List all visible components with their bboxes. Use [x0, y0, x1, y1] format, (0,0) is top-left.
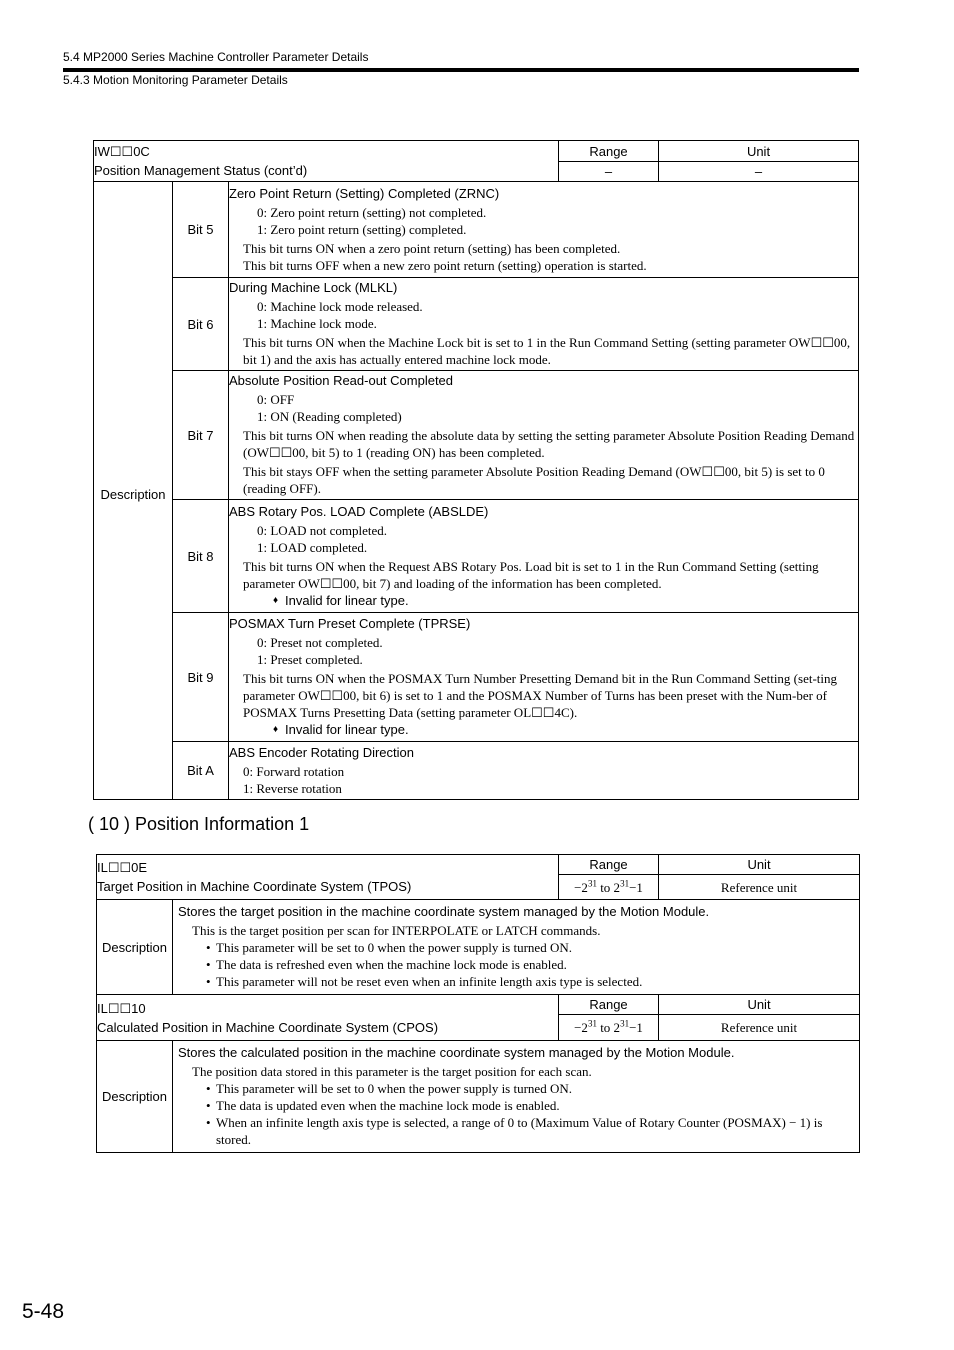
- bit-option: 1: Preset completed.: [257, 652, 363, 667]
- bit-option: 0: Zero point return (setting) not completed.: [257, 204, 487, 220]
- register-id: IW☐☐0C: [94, 144, 150, 159]
- bit-description: [229, 182, 859, 278]
- parameter-name: Position Management Status (cont’d): [94, 163, 308, 178]
- bit-text: This bit turns ON when reading the absolute data by setting the setting parameter Absolute Position Reading Demand (OW☐☐00, bit 5) to 1 (reading ON) has been completed.: [243, 428, 855, 460]
- bit-option: 0: LOAD not completed.: [257, 522, 387, 538]
- bit-option: 0: OFF: [257, 392, 295, 407]
- bit-option: 1: Reverse rotation: [243, 780, 342, 796]
- parameter-name: Target Position in Machine Coordinate System (TPOS): [97, 879, 412, 894]
- description-lead: Stores the target position in the machine coordinate system managed by the Motion Module.: [178, 903, 710, 919]
- bit-option: 1: Zero point return (setting) completed.: [257, 221, 467, 237]
- bit-description: [229, 500, 859, 613]
- register-cell: [94, 141, 559, 182]
- description-lead: Stores the calculated position in the machine coordinate system managed by the Motion Module.: [178, 1044, 735, 1060]
- unit-header: Unit: [659, 995, 860, 1015]
- bullet-text: The data is updated even when the machine lock mode is enabled.: [216, 1097, 560, 1113]
- bullet-item: • The data is refreshed even when the machine lock mode is enabled.: [206, 956, 567, 972]
- page-number: 5-48: [22, 1300, 65, 1323]
- range-header: Range: [559, 855, 659, 875]
- header-section: 5.4 MP2000 Series Machine Controller Parameter Details: [63, 50, 369, 64]
- unit-value: –: [659, 162, 859, 182]
- note-text: Invalid for linear type.: [285, 592, 409, 608]
- range-value: [559, 1015, 659, 1041]
- bullet-text: The data is refreshed even when the machine lock mode is enabled.: [216, 956, 567, 972]
- bit-label: Bit 9: [173, 613, 229, 742]
- bit-label: Bit 6: [173, 278, 229, 371]
- unit-value: Reference unit: [659, 875, 860, 900]
- bit-text: This bit turns ON when the Request ABS Rotary Pos. Load bit is set to 1 in the Run Command Setting (setting parameter OW☐☐00, bit 7) and loading of the information has been completed.: [243, 558, 819, 591]
- range-value: –: [559, 162, 659, 182]
- bit-description: [229, 278, 859, 371]
- parameter-name: Calculated Position in Machine Coordinate System (CPOS): [97, 1019, 439, 1035]
- bullet-item: • This parameter will be set to 0 when the power supply is turned ON.: [206, 1080, 572, 1096]
- section-heading: ( 10 ) Position Information 1: [88, 814, 310, 834]
- bullet-text: This parameter will not be reset even when an infinite length axis type is selected.: [216, 973, 643, 989]
- description-label: Description: [97, 900, 173, 995]
- bullet-item: • This parameter will be set to 0 when the power supply is turned ON.: [206, 939, 572, 955]
- description-cell: [173, 900, 860, 995]
- bit-option: 1: Machine lock mode.: [257, 316, 377, 331]
- bit-text: This bit turns ON when the POSMAX Turn Number Presetting Demand bit in the Run Command Setting (set-ting parameter OW☐☐00, bit 6) is set to 1 and the POSMAX Number of Turns has been preset with the Num-ber of POSMAX Turns Presetting Data (setting parameter OL☐☐4C).: [243, 671, 838, 720]
- bit-label: Bit 5: [173, 182, 229, 278]
- range-header: Range: [559, 141, 659, 162]
- range-value-text: $-2^{31}$ to $2^{31}-1$: [574, 878, 643, 895]
- bit-note: [229, 721, 858, 738]
- bit-description: [229, 371, 859, 500]
- bit-title: During Machine Lock (MLKL): [229, 280, 398, 295]
- bullet-text: When an infinite length axis type is selected, a range of 0 to (Maximum Value of Rotary Counter (POSMAX) − 1) is stored.: [216, 1114, 823, 1147]
- bit-text: This bit stays OFF when the setting parameter Absolute Position Reading Demand (OW☐☐00, bit 5) is set to 0 (reading OFF).: [243, 464, 825, 496]
- bit-title: ABS Rotary Pos. LOAD Complete (ABSLDE): [229, 503, 489, 519]
- bit-text: This bit turns ON when the Machine Lock bit is set to 1 in the Run Command Setting (setting parameter OW☐☐00, bit 1) and the axis has actually entered machine lock mode.: [243, 335, 851, 367]
- bit-option: 0: Machine lock mode released.: [257, 299, 423, 314]
- bullet-item: • This parameter will not be reset even when an infinite length axis type is selected.: [206, 973, 643, 989]
- description-label: Description: [97, 1041, 173, 1153]
- bullet-text: This parameter will be set to 0 when the power supply is turned ON.: [216, 939, 572, 955]
- bit-option: 1: LOAD completed.: [257, 539, 368, 555]
- unit-header: Unit: [659, 141, 859, 162]
- register-cell: [97, 855, 559, 900]
- bit-description: [229, 742, 859, 800]
- range-value: [559, 875, 659, 900]
- bit-text: This bit turns ON when a zero point return (setting) has been completed.: [243, 240, 621, 256]
- bullet-item: • The data is updated even when the machine lock mode is enabled.: [206, 1097, 560, 1113]
- bit-label: Bit A: [173, 742, 229, 800]
- range-header: Range: [559, 995, 659, 1015]
- position-info-table: [96, 854, 860, 1153]
- bit-title: Absolute Position Read-out Completed: [229, 373, 454, 388]
- bit-title: POSMAX Turn Preset Complete (TPRSE): [229, 616, 471, 631]
- description-cell: [173, 1041, 860, 1153]
- unit-value: Reference unit: [659, 1015, 860, 1041]
- range-value-text: $-2^{31}$ to $2^{31}-1$: [574, 1018, 643, 1035]
- bit-label: Bit 8: [173, 500, 229, 613]
- description-sub: This is the target position per scan for INTERPOLATE or LATCH commands.: [192, 922, 601, 938]
- position-status-table: [93, 140, 859, 800]
- register-id: IL☐☐10: [97, 1000, 146, 1016]
- register-id: IL☐☐0E: [97, 860, 148, 875]
- bit-title: Zero Point Return (Setting) Completed (ZRNC): [229, 185, 500, 201]
- bit-description: [229, 613, 859, 742]
- description-sub: The position data stored in this parameter is the target position for each scan.: [192, 1063, 592, 1079]
- bit-option: 0: Preset not completed.: [257, 635, 383, 650]
- bit-option: 1: ON (Reading completed): [257, 409, 402, 424]
- bullet-text: This parameter will be set to 0 when the power supply is turned ON.: [216, 1080, 572, 1096]
- description-label: Description: [94, 182, 173, 800]
- diamond-icon: ♦: [273, 724, 279, 735]
- bullet-item: • When an infinite length axis type is selected, a range of 0 to (Maximum Value of Rotary Counter (POSMAX) − 1) is stored.: [206, 1114, 823, 1147]
- bit-label: Bit 7: [173, 371, 229, 500]
- diamond-icon: ♦: [273, 594, 279, 606]
- bit-note: [229, 592, 858, 609]
- bit-text: This bit turns OFF when a new zero point return (setting) operation is started.: [243, 257, 647, 273]
- header-rule: [63, 68, 859, 72]
- unit-header: Unit: [659, 855, 860, 875]
- register-cell: [97, 995, 559, 1041]
- bit-title: ABS Encoder Rotating Direction: [229, 744, 414, 760]
- bit-option: 0: Forward rotation: [243, 763, 345, 779]
- note-text: Invalid for linear type.: [285, 722, 409, 737]
- header-subsection: 5.4.3 Motion Monitoring Parameter Details: [63, 73, 288, 87]
